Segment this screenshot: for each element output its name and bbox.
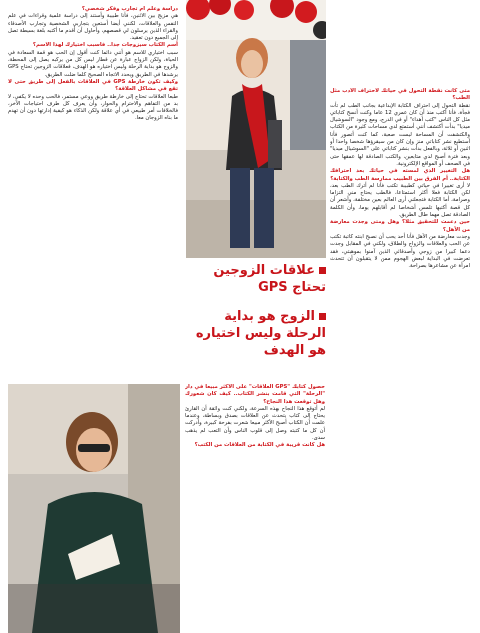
answer-paragraph: سبب اختياري للاسم هو أنني دائما كنت أقول إن الحب هو قمة السعادة في الحياة، ولكن الزواج عبارة عن قطار ليس كل من يركبه يصل إلى المحطة، والزوج هو بداية الرحلة وليس اختياره هو الهدف، فعلاقات الزوجين تحتاج GPS يرشدها في الطريق ويحدد الاتجاه الصحيح كلما ضلت الطريق. — [8, 49, 178, 78]
question-heading: متى كانت نقطة التحول في حياتك لاحتراف الأدب مثل الطب؟ — [330, 88, 470, 102]
question-heading: حين دعمت للتحقيق مثلا؟ وهل ومتى وجدت معارضة من الأهل؟ — [330, 219, 470, 233]
pull-quote-1 — [186, 262, 326, 296]
answer-paragraph: طبعا العلاقات تحتاج إلى خارطة طريق ووعي مستمر، فالحب وحده لا يكفي، لا بد من التفاهم والاحترام والحوار، وأن يعرف كل طرف احتياجات الآخر، فالخلافات أمر طبيعي في أي علاقة ولكن الذكاء هو كيفية إدارتها دون أن تهدم ما بناه الزوجان معا. — [8, 93, 178, 122]
answer-paragraph: نقطة التحول إلى احتراف الكتابة الإبداعية بجانب الطب لم تأت فجأة، فأنا أكتب منذ أن كان عمري 12 عاما وكنت أنسخ كتاباتي مثل كل الناس "كتب أهداء" أو في الدرج، ومع وجود "السوشيال ميديا" بدأت أكتشف أنني أستمتع لدي مساحات كثيرة من الكتاب والكتشفت أن المساحة ليست صعبة، كما كنت أتصور فأنا أستطيع نشر كتاباتي منز وإن كان من سيقرؤها شخصا واحدا أو اثنين أو ثلاثة، وبالفعل بدأت بنشر كتاباتي على "السوشيال ميديا" وبعد فترة أصبح لدي متابعين، والكتب الصادقة لها عمقها حتى في الصحف أو المواقع الإلكترونية. — [330, 102, 470, 167]
answer-paragraph: وجدت معارضة من الأهل فأنا أحد يحب أن نصبح ابنته كاتبة تكتب عن الحب والعلاقات والزواج والطلاق، ولكني في المقابل وجدت دعما كبيرا من زوجي وأصدقائي الذين آمنوا بموهبتي، فقد تعرضت في البداية لبعض الهجوم ممن لا يتقبلون أن تتحدث امرأة عن مشاعرها بصراحة. — [330, 233, 470, 270]
answer-paragraph: هي مزيج بين الاثنين، فأنا طبيبة وأستند إلى دراسة علمية وقراءات في علم النفس والعلاقات، لكنني أيضا أستعين بتجاربي الشخصية وتجارب الأصدقاء والقراء الذين يرسلون لي قصصهم، وأحاول أن أقدم ما أكتبه بلغة بسيطة تصل إلى الجميع دون تعقيد. — [8, 13, 178, 42]
square-bullet-icon — [319, 313, 326, 320]
question-heading: دراسة وعلم أم تجارب وفكر شخصي؟ — [81, 6, 178, 12]
woman-red-scarf-illustration — [186, 0, 326, 258]
middle-text-column — [185, 384, 325, 624]
pull-quote-1-text: علاقات الزوجين تحتاج GPS — [213, 263, 326, 295]
question-heading: هل كانت قريبة في الكتابة من العلاقات من الكتب؟ — [194, 442, 325, 449]
question-heading: حصول كتابك "GPS العلاقات" على الأكثر مبيعا في دار "الرحلة" التي قامت بنشر الكتاب.. كيف كان شعورك وهل توقعت هذا النجاح؟ — [185, 384, 325, 405]
question-heading: أسم الكتاب سيزوجات جدا.. فاسبب اختيارك لهذا الاسم؟ — [32, 42, 178, 49]
author-photo-top — [186, 0, 326, 258]
square-bullet-icon — [319, 267, 326, 274]
author-photo-bottom — [8, 384, 180, 633]
question-heading: هل التغيير الذي لمسته في حياتك بعد احترافك الكتابة.. أم الفرق بين الطبيب ممارسة الطب والكتابة؟ — [330, 168, 470, 182]
pull-quote-2-text: الزوج هو بداية الرحلة وليس اختياره هو الهدف — [195, 309, 326, 358]
right-text-column — [330, 88, 470, 628]
question-heading: وكيف تكون خارطة GPS في العلاقات بالفعل إلى طريق حتى لا تقع في مشاكل العلاقة؟ — [8, 78, 178, 93]
pull-quote-box — [186, 262, 326, 384]
answer-paragraph: لا أرى تغييرا في حياتي كطبيبة تكتب فأنا لم أترك الطب بعد، لكن الكتابة فعلا أكثر استمتاعا، فالطب يحتاج مني التزاما وصرامة، أما الكتابة فتجعلني أرى العالم بعين مختلفة، وأشعر أن كل قصة أكتبها تلمس أشخاصا لم أقابلهم يوما، وأن الكلمة الصادقة تصل مهما طال الطريق. — [330, 182, 470, 219]
answer-paragraph: لم أتوقع هذا النجاح بهذه السرعة، ولكني كنت واثقة أن القارئ يحتاج إلى كتاب يتحدث عن العلاقات بصدق وبساطة، وعندما علمت أن الكتاب أصبح الأكثر مبيعا شعرت بفرحة كبيرة، وأدركت أن كل ما كتبته وصل إلى قلوب الناس وأن التعب لم يذهب سدى. — [185, 405, 325, 442]
left-text-column — [8, 6, 178, 346]
pull-quote-2 — [186, 308, 326, 359]
woman-reading-illustration — [8, 384, 180, 633]
